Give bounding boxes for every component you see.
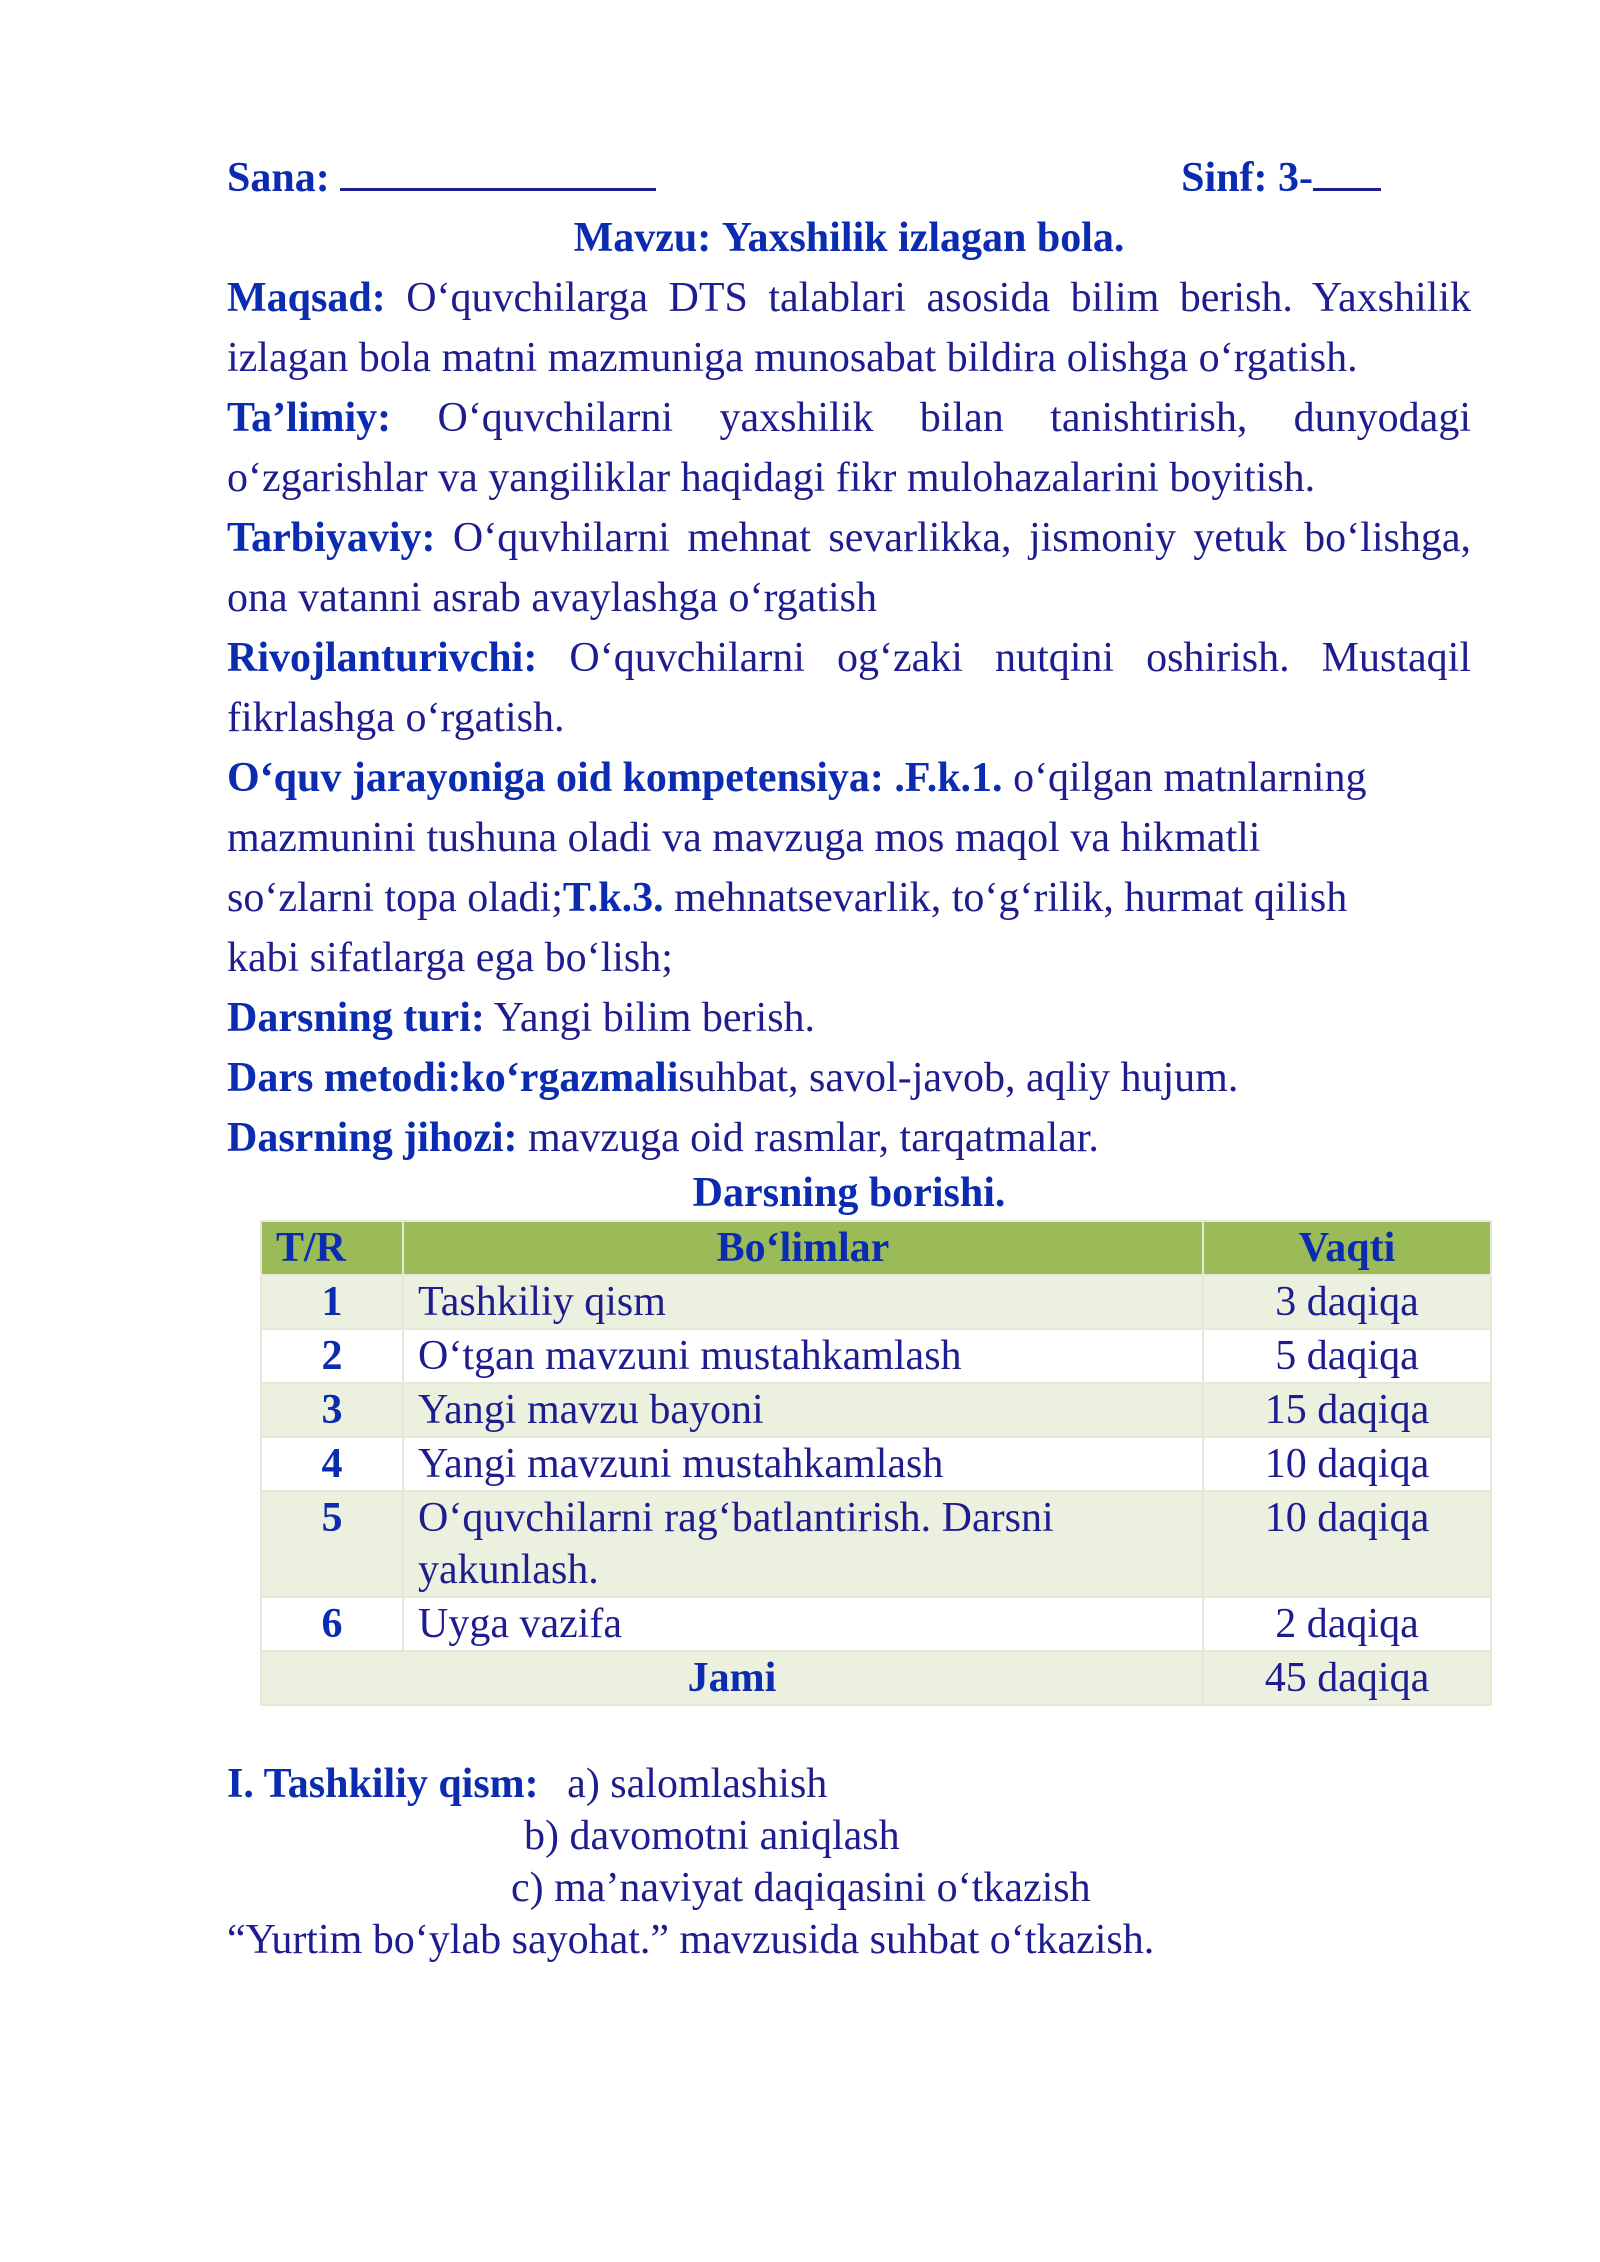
row-number: 1 — [261, 1275, 403, 1329]
competency-code-2: T.k.3. — [562, 875, 664, 921]
table-row — [261, 1437, 1491, 1491]
method-line — [227, 1048, 1471, 1108]
goal-text: O‘quvchilarga DTS talablari asosida bilim berish. Yaxshilik izlagan bola matni mazmuniga munosabat bildira olishga o‘rgatish. — [227, 275, 1471, 381]
developmental-label: Rivojlanturivchi: — [227, 635, 538, 681]
organizational-item-a: a) salomlashish — [567, 1761, 828, 1807]
col-header-time: Vaqti — [1203, 1221, 1491, 1275]
col-header-sections: Bo‘limlar — [403, 1221, 1203, 1275]
row-number: 5 — [261, 1491, 403, 1597]
table-row — [261, 1329, 1491, 1383]
table-row — [261, 1597, 1491, 1651]
educational-label: Ta’limiy: — [227, 395, 392, 441]
row-section: Uyga vazifa — [403, 1597, 1203, 1651]
organizational-label: I. Tashkiliy qism: — [227, 1761, 539, 1807]
upbringing-label: Tarbiyaviy: — [227, 515, 436, 561]
upbringing-paragraph — [227, 508, 1471, 628]
educational-text: O‘quvchilarni yaxshilik bilan tanishtirish, dunyodagi o‘zgarishlar va yangiliklar haqidagi fikr mulohazalarini boyitish. — [227, 395, 1471, 501]
row-section: O‘quvchilarni rag‘batlantirish. Darsni yakunlash. — [403, 1491, 1203, 1597]
organizational-item-c: c) ma’naviyat daqiqasini o‘tkazish — [511, 1865, 1091, 1911]
competency-text-4: mehnatsevarlik, to‘g‘rilik, hurmat qilish — [663, 875, 1348, 921]
class-label: Sinf: 3- — [1181, 155, 1313, 201]
row-section: O‘tgan mavzuni mustahkamlash — [403, 1329, 1203, 1383]
class-blank-line — [1313, 148, 1381, 191]
row-time: 10 daqiqa — [1203, 1437, 1491, 1491]
competency-text-1: o‘qilgan matnlarning — [1002, 755, 1367, 801]
topic-title: Yaxshilik izlagan bola. — [721, 215, 1125, 261]
table-title: Darsning borishi. — [692, 1170, 1006, 1216]
competency-paragraph — [227, 748, 1471, 988]
competency-text-5: kabi sifatlarga ega bo‘lish; — [227, 935, 673, 981]
lesson-plan — [227, 148, 1471, 1966]
organizational-item-b: b) davomotni aniqlash — [524, 1813, 900, 1859]
row-section: Yangi mavzuni mustahkamlash — [403, 1437, 1203, 1491]
class-field — [1181, 148, 1381, 208]
educational-paragraph — [227, 388, 1471, 508]
table-row — [261, 1275, 1491, 1329]
date-label: Sana: — [227, 155, 330, 201]
header-row — [227, 148, 1471, 208]
row-time: 2 daqiqa — [1203, 1597, 1491, 1651]
total-time: 45 daqiqa — [1203, 1651, 1491, 1705]
table-header-row — [261, 1221, 1491, 1275]
method-text: suhbat, savol-javob, aqliy hujum. — [678, 1055, 1239, 1101]
competency-text-3: so‘zlarni topa oladi; — [227, 875, 563, 921]
organizational-section — [227, 1758, 1471, 1966]
row-section: Yangi mavzu bayoni — [403, 1383, 1203, 1437]
row-time: 5 daqiqa — [1203, 1329, 1491, 1383]
lesson-type-line — [227, 988, 1471, 1048]
lesson-flow-table — [260, 1220, 1492, 1706]
row-number: 2 — [261, 1329, 403, 1383]
lesson-flow-table-wrapper — [260, 1220, 1492, 1706]
table-row — [261, 1491, 1491, 1597]
lesson-type-text: Yangi bilim berish. — [484, 995, 816, 1041]
competency-code-1: .F.k.1. — [883, 755, 1003, 801]
upbringing-text: O‘quvhilarni mehnat sevarlikka, jismoniy yetuk bo‘lishga, ona vatanni asrab avaylashga o‘rgatish — [227, 515, 1471, 621]
row-number: 4 — [261, 1437, 403, 1491]
equipment-text: mavzuga oid rasmlar, tarqatmalar. — [517, 1115, 1099, 1161]
row-number: 3 — [261, 1383, 403, 1437]
row-time: 15 daqiqa — [1203, 1383, 1491, 1437]
topic-line — [227, 208, 1471, 268]
competency-label: O‘quv jarayoniga oid kompetensiya: — [227, 755, 884, 801]
row-time: 3 daqiqa — [1203, 1275, 1491, 1329]
competency-text-2: mazmunini tushuna oladi va mavzuga mos maqol va hikmatli — [227, 815, 1261, 861]
table-total-row — [261, 1651, 1491, 1705]
row-section: Tashkiliy qism — [403, 1275, 1203, 1329]
developmental-paragraph — [227, 628, 1471, 748]
row-time: 10 daqiqa — [1203, 1491, 1491, 1597]
total-label: Jami — [261, 1651, 1203, 1705]
table-row — [261, 1383, 1491, 1437]
date-blank-line — [340, 148, 656, 191]
row-number: 6 — [261, 1597, 403, 1651]
goal-label: Maqsad: — [227, 275, 386, 321]
organizational-closing: “Yurtim bo‘ylab sayohat.” mavzusida suhbat o‘tkazish. — [227, 1917, 1155, 1963]
method-label: Dars metodi:ko‘rgazmali — [227, 1055, 679, 1101]
developmental-text: O‘quvchilarni og‘zaki nutqini oshirish. Mustaqil fikrlashga o‘rgatish. — [227, 635, 1471, 741]
lesson-type-label: Darsning turi: — [227, 995, 485, 1041]
equipment-label: Dasrning jihozi: — [227, 1115, 518, 1161]
goal-paragraph — [227, 268, 1471, 388]
equipment-line — [227, 1108, 1471, 1168]
date-field — [227, 148, 656, 208]
topic-label: Mavzu: — [573, 215, 712, 261]
col-header-number: T/R — [261, 1221, 403, 1275]
